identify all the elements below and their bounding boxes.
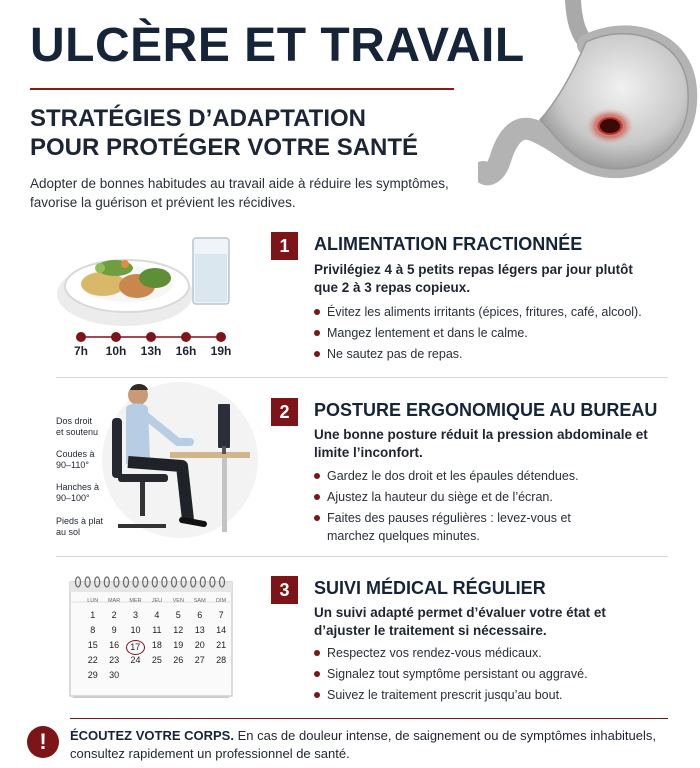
- calendar-weekday: MAR: [107, 598, 121, 604]
- calendar-weekday: VEN: [172, 598, 184, 604]
- bullet-dot-icon: [314, 692, 320, 698]
- bullet-list-1: [314, 303, 664, 366]
- calendar-day: 21: [216, 640, 227, 650]
- calendar-day: 7: [218, 610, 224, 620]
- calendar-day: 12: [173, 625, 184, 635]
- calendar-day: 9: [111, 625, 117, 635]
- calendar-day: 3: [132, 610, 138, 620]
- bullet-item: Mangez lentement et dans le calme.: [314, 324, 664, 342]
- calendar-day: 19: [173, 640, 184, 650]
- posture-label-elbows: Coudes à 90–110°: [56, 449, 95, 470]
- calendar-weekday: MER: [129, 598, 142, 604]
- bullet-item: Suivez le traitement prescrit jusqu’au bout.: [314, 686, 664, 704]
- calendar-day: 27: [194, 655, 205, 665]
- calendar-day: 13: [194, 625, 205, 635]
- meal-time: 7h: [73, 344, 88, 358]
- section-lead-3: Un suivi adapté permet d’évaluer votre état et d’ajuster le traitement si nécessaire.: [314, 605, 606, 638]
- calendar-day: 14: [216, 625, 227, 635]
- section-lead-2: Une bonne posture réduit la pression abdominale et limite l’inconfort.: [314, 427, 648, 460]
- calendar-day: 20: [194, 640, 205, 650]
- calendar-day: 4: [154, 610, 160, 620]
- calendar-day: 2: [111, 610, 117, 620]
- footer-message: En cas de douleur intense, de saignement ou de symptômes inhabituels, consultez rapidement un professionnel de santé.: [70, 728, 657, 761]
- calendar-illustration: [62, 572, 240, 702]
- calendar-day: 26: [173, 655, 184, 665]
- footer-emphasis: ÉCOUTEZ VOTRE CORPS.: [70, 728, 234, 743]
- calendar-day: 1: [90, 610, 96, 620]
- section-number-3: 3: [271, 576, 298, 604]
- bullet-list-2: [314, 467, 664, 548]
- plate-illustration: [55, 224, 245, 334]
- calendar-day: 16: [109, 640, 120, 650]
- bullet-dot-icon: [314, 494, 320, 500]
- calendar-day: 25: [151, 655, 162, 665]
- bullet-item: Signalez tout symptôme persistant ou aggravé.: [314, 665, 664, 683]
- page-subtitle: [30, 104, 418, 162]
- calendar-day: 29: [87, 670, 98, 680]
- posture-label-feet: Pieds à plat au sol: [56, 516, 104, 537]
- alert-icon: !: [27, 726, 59, 758]
- meal-time: 13h: [140, 344, 162, 358]
- calendar-day: 18: [151, 640, 162, 650]
- bullet-dot-icon: [314, 351, 320, 357]
- footer-notice: [70, 727, 670, 763]
- calendar-day: 11: [152, 625, 162, 635]
- section-title-2: POSTURE ERGONOMIQUE AU BUREAU: [314, 400, 658, 420]
- calendar-day: 30: [109, 670, 120, 680]
- meal-time: 16h: [175, 344, 197, 358]
- stomach-illustration: [478, 0, 700, 200]
- calendar-weekday: JEU: [151, 598, 163, 604]
- meal-times: [66, 344, 236, 358]
- calendar-weekday: DIM: [216, 598, 227, 604]
- bullet-dot-icon: [314, 671, 320, 677]
- bullet-item: Gardez le dos droit et les épaules détendues.: [314, 467, 664, 485]
- calendar-day-highlighted: 17: [126, 640, 145, 655]
- section-divider: [56, 377, 668, 378]
- posture-label-hips: Hanches à 90–100°: [56, 482, 100, 503]
- calendar-day: 10: [130, 625, 141, 635]
- section-title-1: ALIMENTATION FRACTIONNÉE: [314, 234, 583, 254]
- calendar-day: 15: [87, 640, 98, 650]
- calendar-day: 23: [109, 655, 120, 665]
- bullet-item: Faites des pauses régulières : levez-vous et marchez quelques minutes.: [314, 509, 574, 545]
- bullet-item: Ne sautez pas de repas.: [314, 345, 664, 363]
- calendar-day: 5: [175, 610, 181, 620]
- bullet-dot-icon: [314, 515, 320, 521]
- calendar-day: 8: [90, 625, 96, 635]
- meal-time: 19h: [210, 344, 232, 358]
- page-title: ULCÈRE ET TRAVAIL: [30, 19, 525, 72]
- meal-time: 10h: [105, 344, 127, 358]
- section-title-3: SUIVI MÉDICAL RÉGULIER: [314, 578, 546, 598]
- bullet-dot-icon: [314, 330, 320, 336]
- section-number-1: 1: [271, 232, 298, 260]
- subtitle-line-2: POUR PROTÉGER VOTRE SANTÉ: [30, 134, 419, 161]
- bullet-item: Respectez vos rendez-vous médicaux.: [314, 644, 664, 662]
- bullet-list-3: [314, 644, 664, 707]
- calendar-weekday: SAM: [193, 598, 206, 604]
- posture-label-back: Dos droit et soutenu: [56, 416, 99, 437]
- calendar-weekday: LUN: [87, 598, 99, 604]
- section-lead-1: Privilégiez 4 à 5 petits repas légers par jour plutôt que 2 à 3 repas copieux.: [314, 262, 633, 295]
- calendar-day: 22: [87, 655, 98, 665]
- section-number-2: 2: [271, 398, 298, 426]
- meal-timeline: [66, 330, 236, 344]
- calendar-day: 24: [130, 655, 141, 665]
- office-posture-illustration: [100, 380, 260, 540]
- title-underline: [30, 88, 454, 90]
- bullet-item: Évitez les aliments irritants (épices, fritures, café, alcool).: [314, 303, 664, 321]
- subtitle-line-1: STRATÉGIES D’ADAPTATION: [30, 105, 366, 132]
- bullet-dot-icon: [314, 473, 320, 479]
- bullet-dot-icon: [314, 309, 320, 315]
- calendar-day: 6: [197, 610, 203, 620]
- section-divider: [56, 556, 668, 557]
- intro-text: Adopter de bonnes habitudes au travail aide à réduire les symptômes, favorise la guérison et prévient les récidives.: [30, 176, 449, 210]
- footer-rule: [70, 718, 668, 719]
- calendar-day: 28: [216, 655, 227, 665]
- bullet-dot-icon: [314, 650, 320, 656]
- bullet-item: Ajustez la hauteur du siège et de l’écran.: [314, 488, 664, 506]
